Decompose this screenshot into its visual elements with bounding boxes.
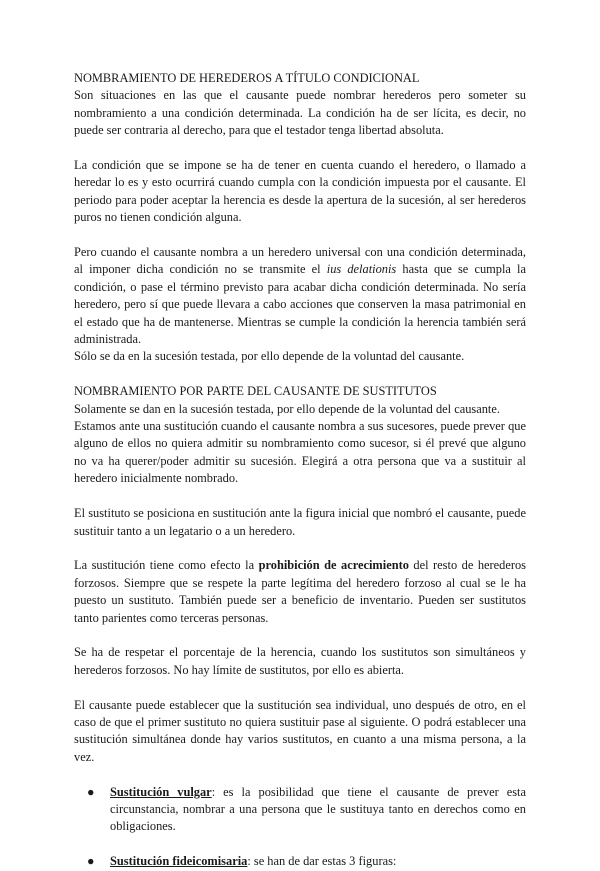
paragraph xyxy=(74,557,526,627)
paragraph: Estamos ante una sustitución cuando el causante nombra a sus sucesores, puede prever que alguno de ellos no quiera admitir su nombramiento como sucesor, si él prevé que alguno no va ha querer/poder admitir su sucesión. Elegirá a otra persona que va a sustituir al heredero inicialmente nombrado. xyxy=(74,419,526,486)
paragraph xyxy=(74,244,526,348)
italic-term: ius delationis xyxy=(326,262,397,277)
text-run: Pero cuando el causante nombra a un heredero universal con una condición determinada, al imponer dicha condición no se transmite el xyxy=(74,245,526,277)
bold-term: prohibición de acrecimiento xyxy=(258,558,409,573)
section-heading-substitutes: NOMBRAMIENTO POR PARTE DEL CAUSANTE DE SUSTITUTOS xyxy=(74,384,437,399)
paragraph: Son situaciones en las que el causante puede nombrar herederos pero someter su nombramiento a una condición determinada. La condición ha de ser lícita, es decir, no puede ser contraria al derecho, para que el testador tenga libertad absoluta. xyxy=(74,88,526,138)
list-item xyxy=(74,784,526,836)
document-page xyxy=(74,70,526,871)
paragraph: La condición que se impone se ha de tener en cuenta cuando el heredero, o llamado a heredar lo es y esto ocurrirá cuando cumpla con la condición impuesta por el causante. El periodo para poder aceptar la herencia es desde la apertura de la sucesión, al ser herederos puros no tienen condición alguna. xyxy=(74,158,526,225)
paragraph: El sustituto se posiciona en sustitución ante la figura inicial que nombró el causante, puede sustituir tanto a un legatario o a un heredero. xyxy=(74,506,526,538)
list-item-term: Sustitución vulgar xyxy=(110,784,212,799)
bullet-icon: ● xyxy=(87,854,95,869)
list-item-text: : se han de dar estas 3 figuras: xyxy=(247,854,397,869)
paragraph: El causante puede establecer que la sustitución sea individual, uno después de otro, en el caso de que el primer sustituto no quiera sustituir pase al siguiente. O podrá establecer una sustitución simultánea donde hay varios sustitutos, en cuanto a una misma persona, a la vez. xyxy=(74,697,526,764)
text-run: hasta que se cumpla la condición, o pase el término previsto para acabar dicha condición determinada. No sería heredero, pero sí que puede llevara a cabo acciones que conserven la masa patrimonial en el estado que ha de mantenerse. Mientras se cumple la condición la herencia también será administrada. xyxy=(74,262,526,347)
bullet-list xyxy=(74,784,526,871)
text-run: del resto de herederos forzosos. Siempre que se respete la parte legítima del heredero forzoso al cual se le ha puesto un sustituto. También puede ser a beneficio de inventario. Pueden ser sustitutos tanto parientes como terceras personas. xyxy=(74,558,526,625)
list-item-term: Sustitución fideicomisaria xyxy=(110,854,248,869)
paragraph: Solamente se dan en la sucesión testada, por ello depende de la voluntad del causante. xyxy=(74,401,500,416)
bullet-icon: ● xyxy=(87,784,95,799)
paragraph: Se ha de respetar el porcentaje de la herencia, cuando los sustitutos son simultáneos y herederos forzosos. No hay límite de sustitutos, por ello es abierta. xyxy=(74,645,526,677)
paragraph: Sólo se da en la sucesión testada, por ello depende de la voluntad del causante. xyxy=(74,349,465,364)
section-heading-conditional-heirs: NOMBRAMIENTO DE HEREDEROS A TÍTULO CONDICIONAL xyxy=(74,71,420,85)
list-item-text: : es la posibilidad que tiene el causante de prever esta circunstancia, nombrar a una persona que le sustituya tanto en derechos como en obligaciones. xyxy=(110,784,526,834)
text-run: La sustitución tiene como efecto la xyxy=(74,558,259,573)
list-item xyxy=(74,853,526,870)
